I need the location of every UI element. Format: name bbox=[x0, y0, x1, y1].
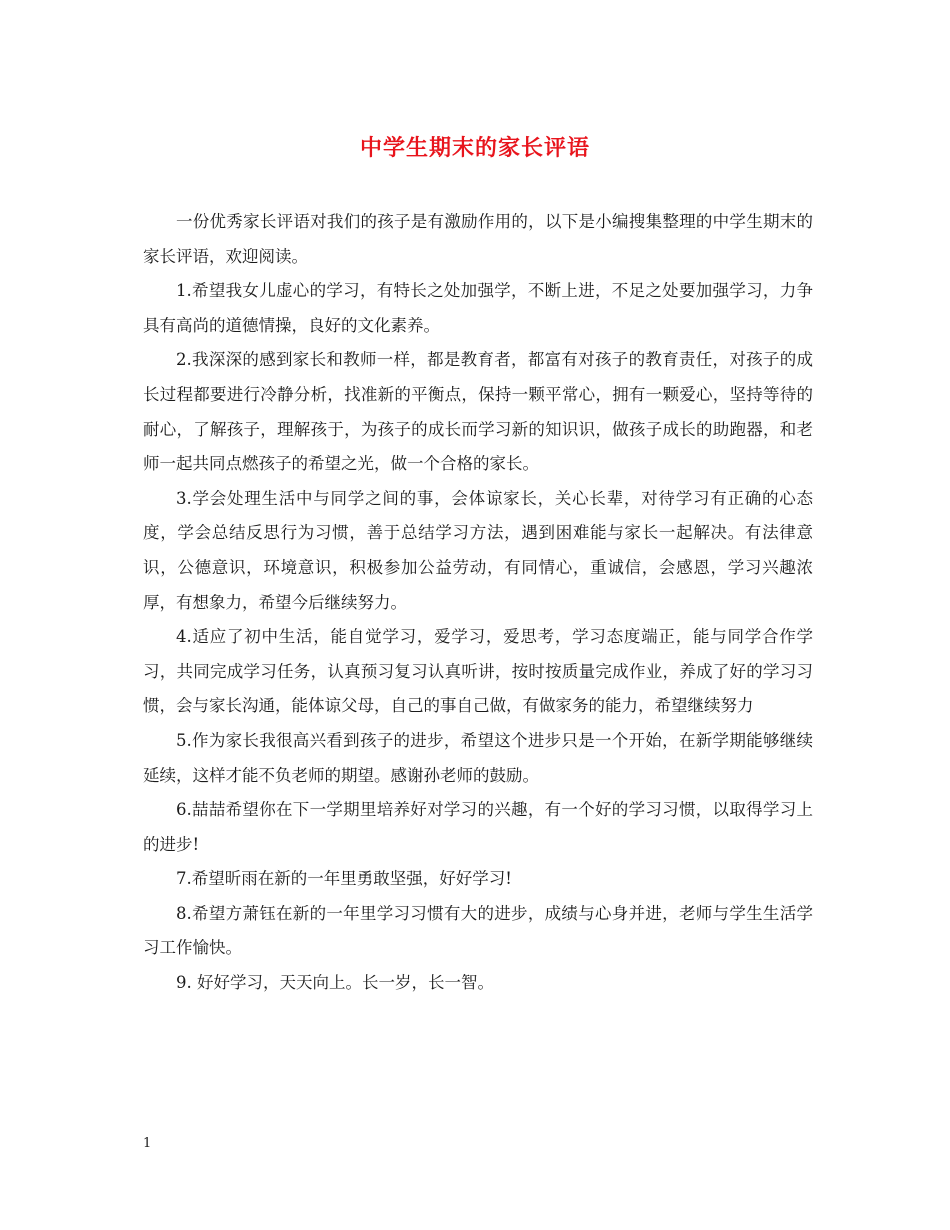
comment-paragraph-3: 3.学会处理生活中与同学之间的事，会体谅家长，关心长辈，对待学习有正确的心态度，学会总结反思行为习惯，善于总结学习方法，遇到困难能与家长一起解决。有法律意识，公德意识，环境意识，积极参加公益劳动，有同情心，重诚信，会感恩，学习兴趣浓厚，有想象力，希望今后继续努力。 bbox=[143, 488, 813, 612]
comment-paragraph-7: 7.希望昕雨在新的一年里勇敢坚强，好好学习! bbox=[176, 869, 512, 889]
comment-paragraph-4: 4.适应了初中生活，能自觉学习，爱学习，爱思考，学习态度端正，能与同学合作学习，共同完成学习任务，认真预习复习认真听讲，按时按质量完成作业，养成了好的学习习惯，会与家长沟通，能体谅父母，自己的事自己做，有做家务的能力，希望继续努力 bbox=[143, 627, 813, 716]
document-title: 中学生期末的家长评语 bbox=[359, 135, 590, 161]
comment-paragraph-6: 6.喆喆希望你在下一学期里培养好对学习的兴趣，有一个好的学习习惯，以取得学习上的进步! bbox=[143, 800, 813, 854]
document-body bbox=[143, 205, 813, 1001]
comment-paragraph-2: 2.我深深的感到家长和教师一样，都是教育者，都富有对孩子的教育责任，对孩子的成长过程都要进行冷静分析，找准新的平衡点，保持一颗平常心，拥有一颗爱心，坚持等待的耐心，了解孩子，理解孩于，为孩子的成长而学习新的知识识，做孩子成长的助跑器，和老师一起共同点燃孩子的希望之光，做一个合格的家长。 bbox=[143, 350, 813, 474]
page-number: 1 bbox=[143, 1136, 152, 1151]
comment-paragraph-8: 8.希望方萧钰在新的一年里学习习惯有大的进步，成绩与心身并进，老师与学生生活学习工作愉快。 bbox=[143, 903, 813, 958]
comment-paragraph-1: 1.希望我女儿虚心的学习，有特长之处加强学，不断上进，不足之处要加强学习，力争具有高尚的道德情操，良好的文化素养。 bbox=[143, 281, 813, 335]
comment-paragraph-5: 5.作为家长我很高兴看到孩子的进步，希望这个进步只是一个开始，在新学期能够继续延续，这样才能不负老师的期望。感谢孙老师的鼓励。 bbox=[143, 730, 813, 785]
comment-paragraph-9: 9. 好好学习，天天向上。长一岁，长一智。 bbox=[176, 973, 494, 993]
intro-paragraph: 一份优秀家长评语对我们的孩子是有激励作用的，以下是小编搜集整理的中学生期末的家长评语，欢迎阅读。 bbox=[143, 212, 813, 266]
